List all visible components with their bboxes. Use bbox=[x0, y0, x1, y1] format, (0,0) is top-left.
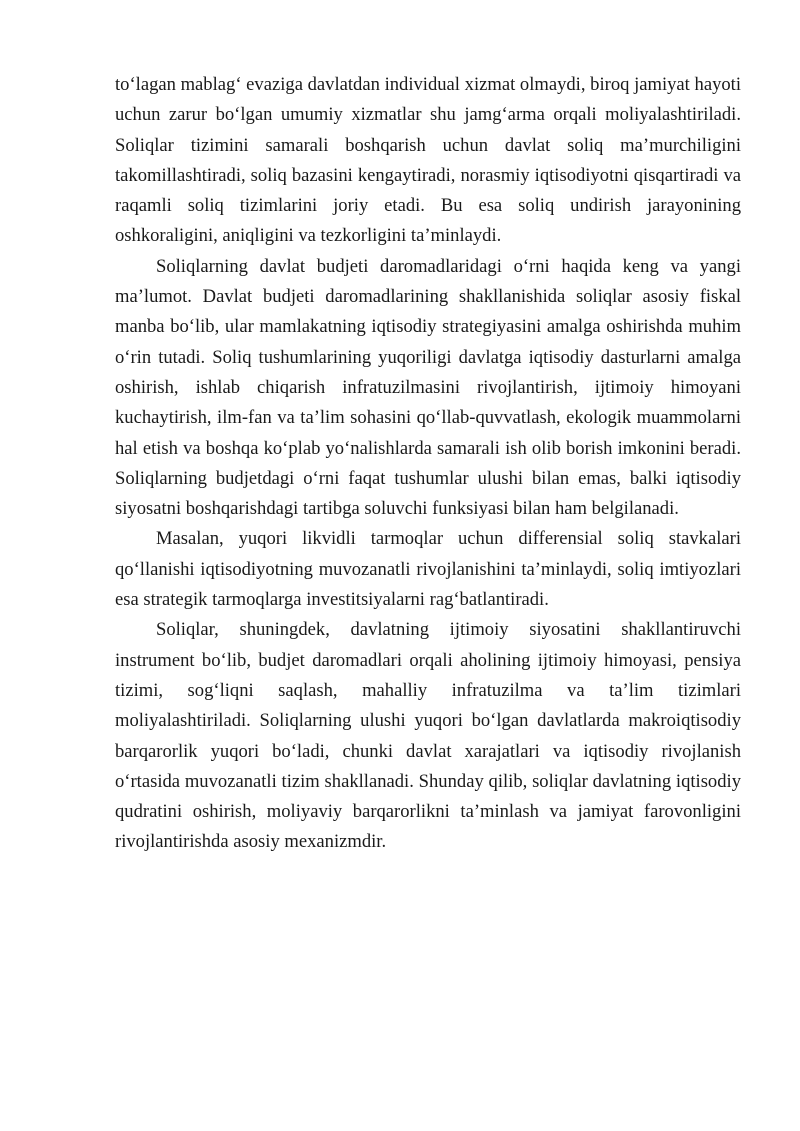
paragraph-social-policy: Soliqlar, shuningdek, davlatning ijtimoiy siyosatini shakllantiruvchi instrument bo‘lib, budjet daromadlari orqali aholining ijtimoiy himoyasi, pensiya tizimi, sog‘liqni saqlash, mahalliy infratuzilma va ta’lim tizimlari moliyalashtiriladi. Soliqlarning ulushi yuqori bo‘lgan davlatlarda makroiqtisodiy barqarorlik yuqori bo‘ladi, chunki davlat xarajatlari va iqtisodiy rivojlanish o‘rtasida muvozanatli tizim shakllanadi. Shunday qilib, soliqlar davlatning iqtisodiy qudratini oshirish, moliyaviy barqarorlikni ta’minlash va jamiyat farovonligini rivojlantirishda asosiy mexanizmdir. bbox=[115, 619, 741, 853]
document-body bbox=[115, 70, 741, 858]
paragraph-budget-role: Soliqlarning davlat budjeti daromadlaridagi o‘rni haqida keng va yangi ma’lumot. Davlat budjeti daromadlarining shakllanishida soliqlar asosiy fiskal manba bo‘lib, ular mamlakatning iqtisodiy strategiyasini amalga oshirishda muhim o‘rin tutadi. Soliq tushumlarining yuqoriligi davlatga iqtisodiy dasturlarni amalga oshirish, ishlab chiqarish infratuzilmasini rivojlantirish, ijtimoiy himoyani kuchaytirish, ilm-fan va ta’lim sohasini qo‘llab-quvvatlash, ekologik muammolarni hal etish va boshqa ko‘plab yo‘nalishlarda samarali ish olib borish imkonini beradi. Soliqlarning budjetdagi o‘rni faqat tushumlar ulushi bilan emas, balki iqtisodiy siyosatni boshqarishdagi tartibga soluvchi funksiyasi bilan ham belgilanadi. bbox=[115, 255, 741, 520]
paragraph-example: Masalan, yuqori likvidli tarmoqlar uchun differensial soliq stavkalari qo‘llanishi iqtisodiyotning muvozanatli rivojlanishini ta’minlaydi, soliq imtiyozlari esa strategik tarmoqlarga investitsiyalarni rag‘batlantiradi. bbox=[115, 528, 741, 611]
paragraph-continuation: to‘lagan mablag‘ evaziga davlatdan individual xizmat olmaydi, biroq jamiyat hayoti uchun zarur bo‘lgan umumiy xizmatlar shu jamg‘arma orqali moliyalashtiriladi. Soliqlar tizimini samarali boshqarish uchun davlat soliq ma’murchiligini takomillashtiradi, soliq bazasini kengaytiradi, norasmiy iqtisodiyotni qisqartiradi va raqamli soliq tizimlarini joriy etadi. Bu esa soliq undirish jarayonining oshkoraligini, aniqligini va tezkorligini ta’minlaydi. bbox=[115, 74, 741, 247]
